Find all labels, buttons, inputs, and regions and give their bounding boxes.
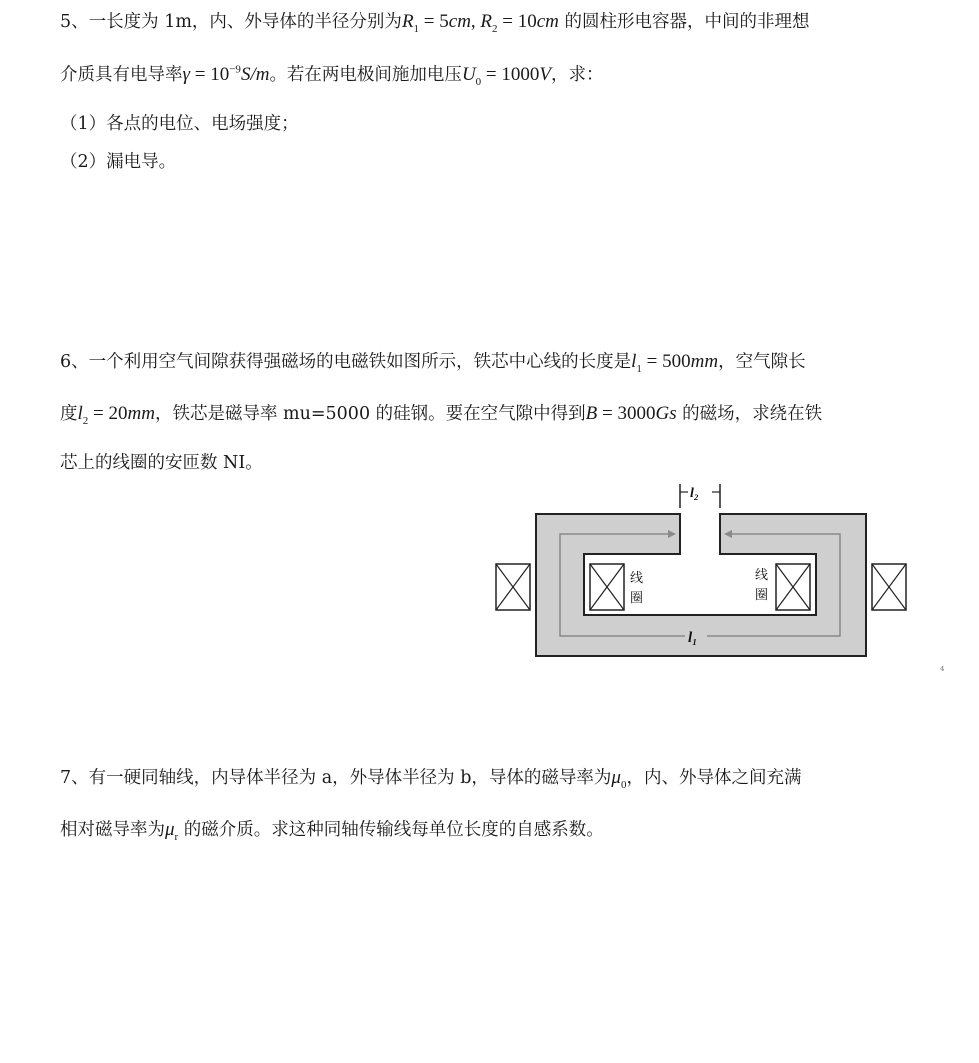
coil-inner-left bbox=[590, 564, 624, 610]
coil-right-label-b: 圈 bbox=[755, 588, 769, 603]
coil-outer-left bbox=[496, 564, 530, 610]
u0-formula: $U_0 = 1000V$ bbox=[461, 64, 551, 88]
q6-line-3: 芯上的线圈的安匝数 NI。 bbox=[60, 453, 263, 473]
stray-mark: ⁴ bbox=[940, 664, 945, 677]
coil-left-label-a: 线 bbox=[630, 571, 644, 586]
l2-label: l₂ bbox=[690, 486, 699, 501]
q5-text-b: 的圆柱形电容器，中间的非理想 bbox=[558, 12, 810, 32]
r1-formula: $R_1 = 5cm$, $R_2 = 10cm$ bbox=[401, 11, 559, 35]
gamma-formula: $\gamma = 10^{-9}S/m$ bbox=[182, 63, 270, 85]
b-formula: B = 3000Gs bbox=[585, 403, 677, 424]
q5-item-2: （2）漏电导。 bbox=[60, 152, 177, 172]
mur-symbol: $\mu_r$ bbox=[165, 819, 179, 843]
q7-line-2: 相对磁导率为$\mu_r$ 的磁介质。求这种同轴传输线每单位长度的自感系数。 bbox=[60, 819, 604, 843]
q5-line-1 bbox=[60, 10, 809, 34]
l2-formula: $l_2 = 20mm$ bbox=[77, 403, 155, 427]
l1-label: l₁ bbox=[688, 630, 698, 646]
coil-inner-right bbox=[776, 564, 810, 610]
coil-left-label-b: 圈 bbox=[630, 591, 644, 606]
q5-line-2: 介质具有电导率$\gamma = 10^{-9}S/m$。若在两电极间施加电压$U_0 = 1000V$，求： bbox=[60, 63, 604, 88]
coil-right-label-a: 线 bbox=[755, 568, 769, 583]
q6-line-2: 度$l_2 = 20mm$，铁芯是磁导率 mu=5000 的硅钢。要在空气隙中得到B = 3000Gs 的磁场，求绕在铁 bbox=[60, 403, 823, 427]
coil-outer-right bbox=[872, 564, 906, 610]
q6-line-1: 6、一个利用空气间隙获得强磁场的电磁铁如图所示，铁芯中心线的长度是$l_1 = 500mm$，空气隙长 bbox=[60, 351, 806, 375]
q5-text-a: 5、一长度为 1m，内、外导体的半径分别为 bbox=[60, 12, 402, 32]
q5-item-1: （1）各点的电位、电场强度； bbox=[60, 114, 299, 134]
l1-formula: $l_1 = 500mm$ bbox=[631, 351, 719, 375]
electromagnet-figure bbox=[490, 478, 920, 664]
q7-line-1: 7、有一硬同轴线，内导体半径为 a，外导体半径为 b，导体的磁导率为$\mu_0$，内、外导体之间充满 bbox=[60, 767, 802, 791]
mu0-symbol: $\mu_0$ bbox=[611, 767, 627, 791]
